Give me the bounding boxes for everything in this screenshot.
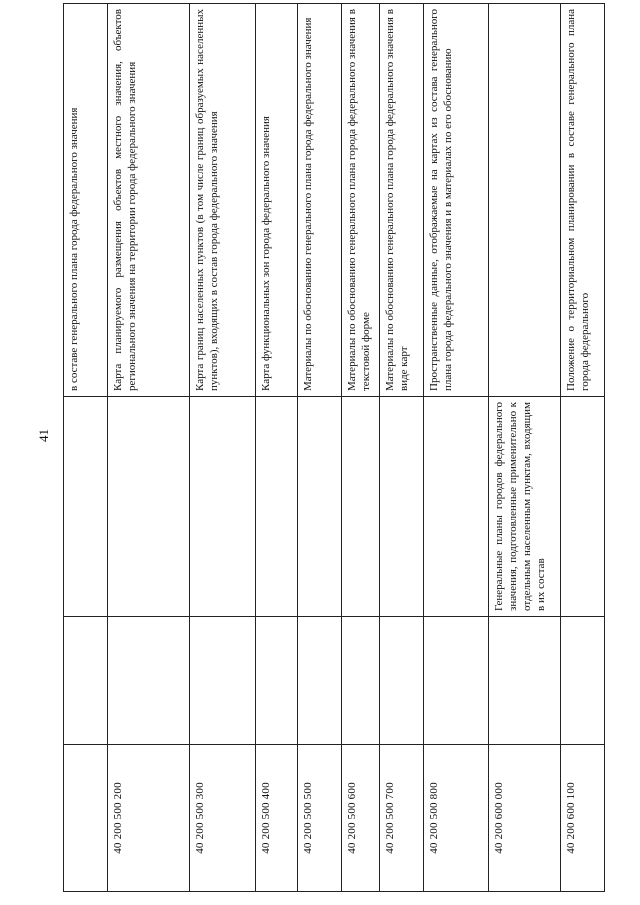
row-col3: Генеральные планы городов федерального значения, подготовленные применительно к отдельным населенным пунктам, входящим в их состав bbox=[489, 397, 561, 617]
table-row bbox=[342, 4, 380, 892]
table-row bbox=[424, 4, 489, 892]
row-col3 bbox=[108, 397, 190, 617]
row-col3 bbox=[561, 397, 605, 617]
table-row bbox=[190, 4, 256, 892]
row-code: 40 200 600 000 bbox=[489, 745, 561, 892]
row-col3 bbox=[298, 397, 342, 617]
row-col2 bbox=[380, 617, 424, 745]
table-row bbox=[298, 4, 342, 892]
row-code: 40 200 500 500 bbox=[298, 745, 342, 892]
row-col2 bbox=[489, 617, 561, 745]
table-row bbox=[108, 4, 190, 892]
row-description: Материалы по обоснованию генерального плана города федерального значения bbox=[298, 4, 342, 397]
row-col3 bbox=[342, 397, 380, 617]
row-col3 bbox=[64, 397, 108, 617]
row-col2 bbox=[561, 617, 605, 745]
row-description: Материалы по обоснованию генерального плана города федерального значения в виде карт bbox=[380, 4, 424, 397]
rotated-table-container bbox=[63, 9, 592, 892]
table-row bbox=[561, 4, 605, 892]
row-col3 bbox=[424, 397, 489, 617]
page-number: 41 bbox=[36, 429, 51, 442]
row-col3 bbox=[380, 397, 424, 617]
row-description: Положение о территориальном планировании в составе генерального плана города федерального bbox=[561, 4, 605, 397]
row-col2 bbox=[64, 617, 108, 745]
row-description bbox=[489, 4, 561, 397]
row-description: в составе генерального плана города федерального значения bbox=[64, 4, 108, 397]
row-col2 bbox=[298, 617, 342, 745]
row-code bbox=[64, 745, 108, 892]
row-code: 40 200 500 800 bbox=[424, 745, 489, 892]
table-row bbox=[380, 4, 424, 892]
row-code: 40 200 500 200 bbox=[108, 745, 190, 892]
row-col2 bbox=[256, 617, 298, 745]
row-code: 40 200 500 300 bbox=[190, 745, 256, 892]
row-description: Карта функциональных зон города федерального значения bbox=[256, 4, 298, 397]
registry-table bbox=[63, 3, 605, 892]
row-code: 40 200 500 400 bbox=[256, 745, 298, 892]
row-col2 bbox=[190, 617, 256, 745]
table-row bbox=[256, 4, 298, 892]
row-description: Пространственные данные, отображаемые на картах из состава генерального плана города федерального значения и в материалах по его обоснованию bbox=[424, 4, 489, 397]
row-description: Карта планируемого размещения объектов местного значения, объектов регионального значения на территории города федерального значения bbox=[108, 4, 190, 397]
row-code: 40 200 500 600 bbox=[342, 745, 380, 892]
row-col3 bbox=[256, 397, 298, 617]
table-row bbox=[489, 4, 561, 892]
row-code: 40 200 600 100 bbox=[561, 745, 605, 892]
row-description: Материалы по обоснованию генерального плана города федерального значения в текстовой форме bbox=[342, 4, 380, 397]
row-description: Карта границ населенных пунктов (в том числе границ образуемых населенных пунктов), входящих в состав города федерального значения bbox=[190, 4, 256, 397]
row-col2 bbox=[424, 617, 489, 745]
row-col3 bbox=[190, 397, 256, 617]
row-code: 40 200 500 700 bbox=[380, 745, 424, 892]
row-col2 bbox=[342, 617, 380, 745]
row-col2 bbox=[108, 617, 190, 745]
table-row bbox=[64, 4, 108, 892]
